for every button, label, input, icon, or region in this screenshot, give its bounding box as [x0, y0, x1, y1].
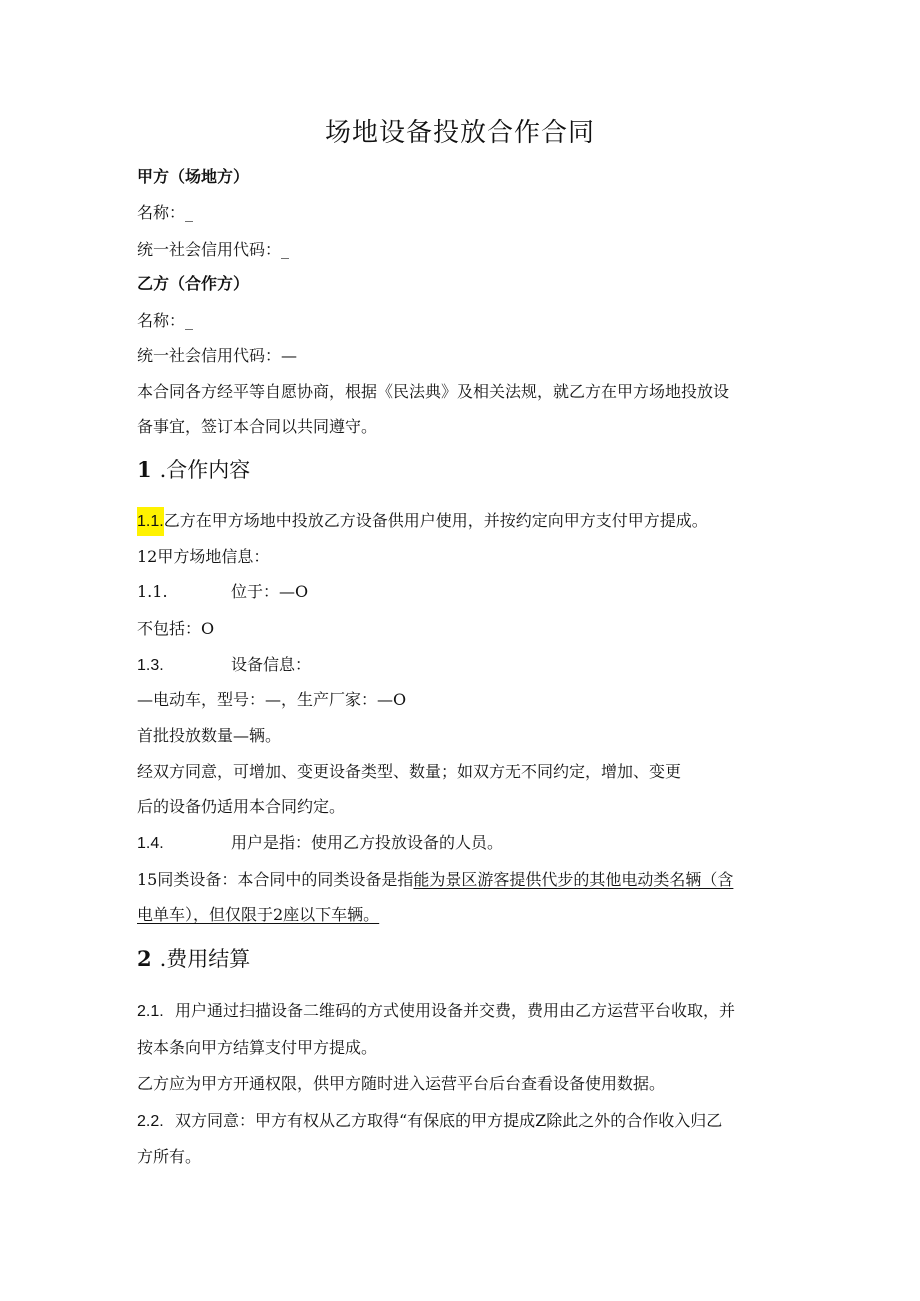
clause-1-4-number: 1.4. — [137, 835, 164, 852]
section-1-heading — [137, 457, 250, 483]
clause-1-2-1 — [137, 582, 308, 602]
clause-2-1-text: 用户通过扫描设备二维码的方式使用设备并交费，费用由乙方运营平台收取，并 — [175, 1001, 736, 1020]
clause-1-2-1-number: 1.1. — [137, 582, 168, 601]
not-include-line: 不包括：O — [137, 619, 215, 638]
preamble-line-2: 备事宜，签订本合同以共同遵守。 — [137, 417, 378, 436]
party-b-credit-code: 统一社会信用代码：— — [137, 346, 298, 365]
section-1-title: .合作内容 — [159, 458, 251, 482]
preamble-line-1: 本合同各方经平等自愿协商，根据《民法典》及相关法规，就乙方在甲方场地投放设 — [137, 382, 730, 401]
clause-1-5-line-2: 电单车），但仅限于2座以下车辆。 — [137, 905, 380, 924]
clause-1-1 — [137, 511, 708, 532]
clause-1-5-text: 15同类设备：本合同中的同类设备是指 — [137, 870, 414, 889]
clause-2-1-line-2: 按本条向甲方结算支付甲方提成。 — [137, 1038, 378, 1057]
first-batch-line: 首批投放数量—辆。 — [137, 726, 282, 745]
clause-1-1-text: 乙方在甲方场地中投放乙方设备供用户使用，并按约定向甲方支付甲方提成。 — [163, 511, 708, 530]
clause-1-2: 12甲方场地信息： — [137, 547, 270, 566]
section-2-heading — [137, 946, 250, 972]
clause-1-5-underlined: 能为景区游客提供代步的其他电动类名辆（含 — [413, 870, 734, 889]
clause-1-2-1-text: 位于：—O — [231, 582, 309, 601]
clause-1-4-text: 用户是指：使用乙方投放设备的人员。 — [231, 833, 504, 852]
device-info-line: —电动车，型号：—，生产厂家：—O — [137, 690, 407, 709]
section-2-number: 2 — [137, 946, 152, 971]
agreement-line-2: 后的设备仍适用本合同约定。 — [137, 797, 346, 816]
clause-2-2-line-2: 方所有。 — [137, 1147, 202, 1166]
party-a-heading: 甲方（场地方） — [137, 167, 250, 186]
section-1-number: 1 — [137, 457, 152, 482]
party-b-heading: 乙方（合作方） — [137, 274, 250, 293]
agreement-line-1: 经双方同意，可增加、变更设备类型、数量；如双方无不同约定，增加、变更 — [137, 762, 682, 781]
party-a-credit-code: 统一社会信用代码：_ — [137, 240, 290, 259]
clause-1-1-number: 1.1. — [137, 507, 164, 536]
clause-1-4 — [137, 833, 503, 854]
clause-1-5-line-1 — [137, 870, 733, 890]
clause-1-3-text: 设备信息： — [231, 655, 312, 674]
clause-1-3 — [137, 655, 311, 676]
party-a-name: 名称：_ — [137, 203, 194, 222]
clause-2-1-number: 2.1. — [137, 1003, 164, 1020]
clause-2-2-text: 双方同意：甲方有权从乙方取得“有保底的甲方提成Z除此之外的合作收入归乙 — [175, 1111, 723, 1130]
clause-1-3-number: 1.3. — [137, 657, 164, 674]
clause-2-2-number: 2.2. — [137, 1113, 164, 1130]
document-title: 场地设备投放合作合同 — [324, 118, 595, 148]
clause-2-2 — [137, 1111, 722, 1132]
party-b-name: 名称：_ — [137, 311, 194, 330]
clause-2-1 — [137, 1001, 735, 1022]
section-2-title: .费用结算 — [159, 947, 251, 971]
clause-2-1-line-3: 乙方应为甲方开通权限，供甲方随时进入运营平台后台查看设备使用数据。 — [137, 1074, 666, 1093]
